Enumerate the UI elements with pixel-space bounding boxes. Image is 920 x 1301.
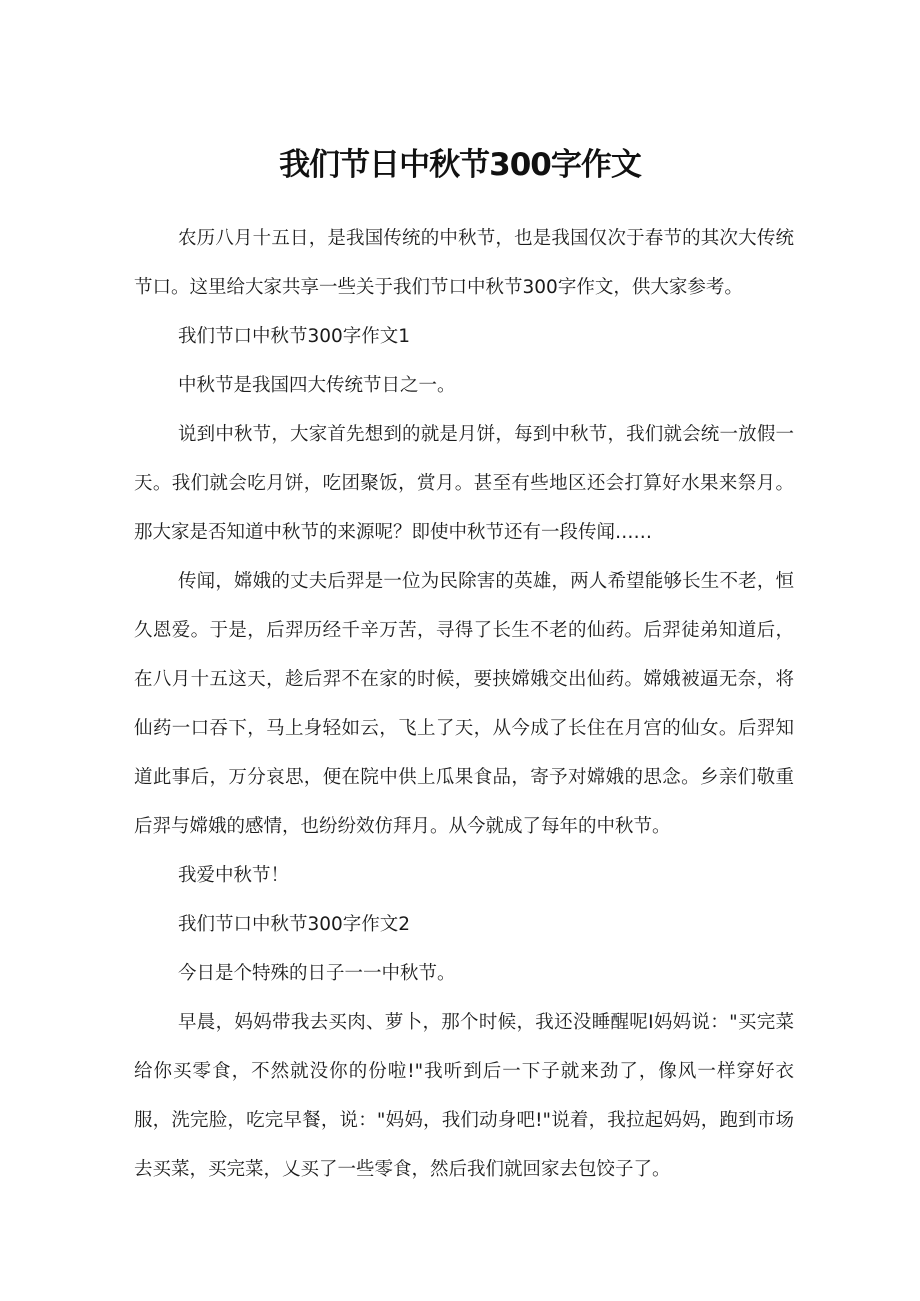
paragraph: 我爱中秋节！	[178, 865, 290, 886]
paragraph: 说到中秋节，大家首先想到的就是月饼，每到中秋节，我们就会统一放假一天。我们就会吃月饼，吃团聚饭，赏月。甚至有些地区还会打算好水果来祭月。那大家是否知道中秋节的来源呢？即使中秋节还有一段传闻……	[134, 424, 794, 543]
paragraph: 传闻，嫦娥的丈夫后羿是一位为民除害的英雄，两人希望能够长生不老，恒久恩爱。于是，后羿历经千辛万苦，寻得了长生不老的仙药。后羿徒弟知道后，在八月十五这天，趁后羿不在家的时候，要挟嫦娥交出仙药。嫦娥被逼无奈，将仙药一口吞下，马上身轻如云，飞上了天，从今成了长住在月宫的仙女。后羿知道此事后，万分哀思，便在院中供上瓜果食品，寄予对嫦娥的思念。乡亲们敬重后羿与嫦娥的感情，也纷纷效仿拜月。从今就成了每年的中秋节。	[134, 571, 794, 837]
paragraph: 早晨，妈妈带我去买肉、萝卜，那个时候，我还没睡醒呢I妈妈说："买完菜给你买零食，不然就没你的份啦!"我听到后一下子就来劲了，像风一样穿好衣服，洗完脸，吃完早餐，说："妈妈，我们动身吧!"说着，我拉起妈妈，跑到市场去买菜，买完菜，乂买了一些零食，然后我们就回家去包饺子了。	[134, 1012, 794, 1180]
document-body	[134, 214, 794, 1194]
paragraph-intro: 农历八月十五日，是我国传统的中秋节，也是我国仅次于春节的其次大传统节口。这里给大家共享一些关于我们节口中秋节300字作文，供大家参考。	[134, 228, 794, 298]
paragraph: 中秋节是我国四大传统节日之一。	[178, 375, 456, 396]
paragraph: 今日是个特殊的日子一一中秋节。	[178, 963, 456, 984]
essay-1-heading: 我们节口中秋节300字作文1	[178, 326, 411, 347]
page-title: 我们节日中秋节300字作文	[279, 147, 641, 183]
essay-2-heading: 我们节口中秋节300字作文2	[178, 914, 411, 935]
